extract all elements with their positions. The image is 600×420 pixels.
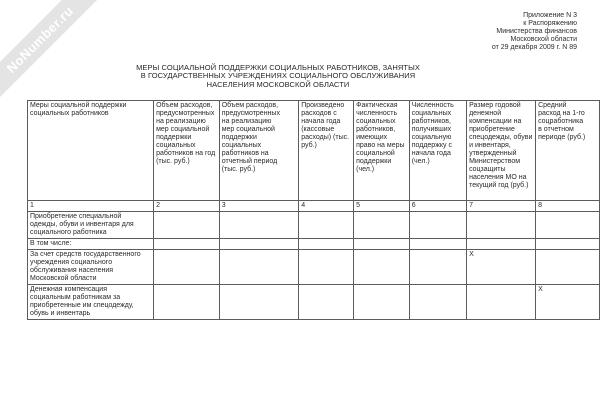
row-label-cell: Приобретение специальной одежды, обуви и инвентаря для социального работника (28, 212, 154, 239)
column-number-cell: 8 (536, 201, 600, 212)
page-title-line: НАСЕЛЕНИЯ МОСКОВСКОЙ ОБЛАСТИ (206, 79, 350, 89)
value-cell (536, 212, 600, 239)
value-cell (536, 250, 600, 285)
value-cell (154, 239, 220, 250)
page-title-line: В ГОСУДАРСТВЕННЫХ УЧРЕЖДЕНИЯХ СОЦИАЛЬНОГО ОБСЛУЖИВАНИЯ (140, 71, 416, 81)
header-cell: Объем расходов, предусмотренных на реализацию мер социальной поддержки социальных работников на отчетный период (тыс. руб.) (219, 101, 298, 201)
support-measures-table (27, 100, 600, 320)
value-cell (409, 212, 466, 239)
x-mark-cell: X (467, 250, 536, 285)
value-cell (154, 250, 220, 285)
table-row (28, 239, 600, 250)
table-row (28, 212, 600, 239)
value-cell (467, 212, 536, 239)
column-number-cell: 5 (354, 201, 410, 212)
page-title-line: МЕРЫ СОЦИАЛЬНОЙ ПОДДЕРЖКИ СОЦИАЛЬНЫХ РАБОТНИКОВ, ЗАНЯТЫХ (136, 63, 420, 72)
header-cell: Размер годовой денежной компенсации на приобретение спецодежды, обуви и инвентаря, утвержденный Министерством соцзащиты населения МО на текущий год (руб.) (467, 101, 536, 201)
page-title (0, 64, 556, 89)
value-cell (409, 239, 466, 250)
table-row (28, 250, 600, 285)
row-label-cell: За счет средств государственного учреждения социального обслуживания населения Московской области (28, 250, 154, 285)
value-cell (354, 212, 410, 239)
column-number-cell: 1 (28, 201, 154, 212)
corner-note-line: от 29 декабря 2009 г. N 89 (491, 44, 577, 51)
column-number-row (28, 201, 600, 212)
table-row (28, 285, 600, 320)
watermark-text: NoNumber.ru (3, 3, 77, 76)
column-number-cell: 4 (299, 201, 354, 212)
value-cell (299, 212, 354, 239)
corner-note-line: Московской области (510, 36, 577, 43)
row-label-cell: Денежная компенсация социальным работникам за приобретенные им спецодежду, обувь и инвентарь (28, 285, 154, 320)
corner-note-line: к Распоряжению (523, 20, 577, 27)
value-cell (299, 285, 354, 320)
value-cell (409, 285, 466, 320)
corner-note-line: Министерства финансов (496, 28, 577, 35)
row-label-cell: В том числе: (28, 239, 154, 250)
header-cell: Объем расходов, предусмотренных на реализацию мер социальной поддержки социальных работников на год (тыс. руб.) (154, 101, 220, 201)
value-cell (219, 239, 298, 250)
header-cell: Численность социальных работников, получивших социальную поддержку с начала года (чел.) (409, 101, 466, 201)
value-cell (219, 250, 298, 285)
value-cell (536, 239, 600, 250)
header-cell: Произведено расходов с начала года (кассовые расходы) (тыс. руб.) (299, 101, 354, 201)
corner-note-line: Приложение N 3 (523, 12, 577, 19)
value-cell (154, 285, 220, 320)
value-cell (354, 239, 410, 250)
corner-note (492, 12, 577, 52)
value-cell (299, 239, 354, 250)
value-cell (299, 250, 354, 285)
header-cell: Меры социальной поддержки социальных работников (28, 101, 154, 201)
value-cell (219, 212, 298, 239)
column-number-cell: 3 (219, 201, 298, 212)
value-cell (409, 250, 466, 285)
header-row (28, 101, 600, 201)
column-number-cell: 6 (409, 201, 466, 212)
column-number-cell: 2 (154, 201, 220, 212)
value-cell (154, 212, 220, 239)
value-cell (467, 239, 536, 250)
value-cell (467, 285, 536, 320)
header-cell: Средний расход на 1-го соцработника в отчетном периоде (руб.) (536, 101, 600, 201)
column-number-cell: 7 (467, 201, 536, 212)
value-cell (219, 285, 298, 320)
header-cell: Фактическая численность социальных работников, имеющих право на меры социальной поддержки (чел.) (354, 101, 410, 201)
value-cell (354, 285, 410, 320)
x-mark-cell: X (536, 285, 600, 320)
value-cell (354, 250, 410, 285)
